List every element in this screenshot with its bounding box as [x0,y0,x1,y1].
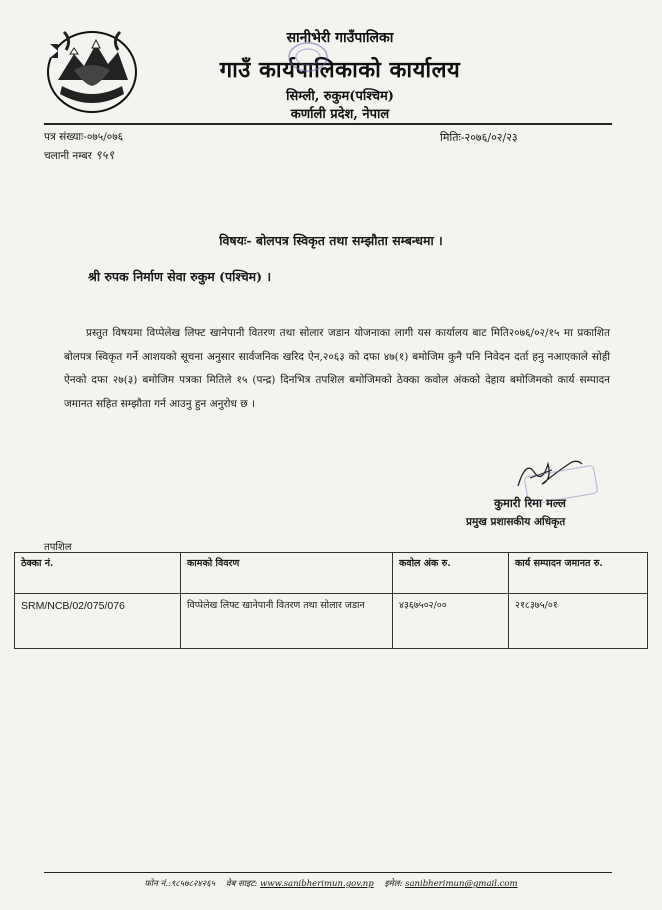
office-stamp-icon [286,40,330,74]
dispatch-number [44,146,123,162]
email-link[interactable]: sanibherimun@gmail.com [405,879,518,889]
cell-bid-amount: ४३६७५०२/०० [393,594,509,649]
cell-performance-security: २१८३७५/०१ [509,594,648,649]
website-link[interactable]: www.sanibherimun.gov.np [260,879,374,889]
letter-subject: विषयः- बोलपत्र स्विकृत तथा सम्झौता सम्बन्धमा । [219,233,443,248]
signatory-title: प्रमुख प्रशासकीय अधिकृत [466,516,566,528]
col-performance-security: कार्य सम्पादन जमानत रु. [509,553,648,594]
contract-table [14,552,648,649]
phone-number: ९८५७८२४२६५ [170,879,216,889]
col-contract-no: ठेक्का नं. [15,553,181,594]
signatory-name: कुमारी रिमा मल्ल [494,496,566,510]
letter-body: प्रस्तुत विषयमा विप्पेलेख लिफ्ट खानेपानी वितरण तथा सोलार जडान योजनाका लागी यस कार्यालय बाट मिति२०७६/०२/१५ मा प्रकाशित बोलपत्र स्विकृत गर्ने आशयको सूचना अनुसार सार्वजनिक खरिद ऐन,२०६३ को दफा ४७(१) बमोजिम कुनै पनि निवेदन दर्ता हनु नआएकाले सोही ऐनको दफा २७(३) बमोजिम पत्रका मितिले १५ (पन्द्र) दिनभित्र तपशिल बमोजिमको ठेक्का कवोल अंकको देहाय बमोजिमको कार्य सम्पादन जमानत सहित सम्झौता गर्न आउनु हुन अनुरोध छ । [64,327,610,410]
letter-number: पत्र संख्याः-०७५/०७६ [44,131,124,143]
letter-date: मितिः-२०७६/०२/२३ [440,131,518,144]
phone-label: फोन नं.: [144,879,171,889]
header-divider [44,123,612,125]
footer [0,878,662,889]
letter-recipient: श्री रुपक निर्माण सेवा रुकुम (पश्चिम) । [88,269,272,284]
office-address: सिम्ली, रुकुम(पश्चिम) [286,89,394,104]
dispatch-label: चलानी नम्बर [44,150,92,162]
email-label: इमेल: [384,879,403,889]
website-label: वेब साइट: [225,879,258,889]
col-bid-amount: कवोल अंक रु. [393,553,509,594]
province-name: कर्णाली प्रदेश, नेपाल [290,107,390,122]
letter-reference [44,130,123,162]
table-row [15,594,648,649]
cell-description: विप्पेलेख लिफ्ट खानेपानी वितरण तथा सोलार जडान [181,594,393,649]
col-description: कामको विवरण [181,553,393,594]
cell-contract-no: SRM/NCB/02/075/076 [15,594,181,649]
office-name: गाउँ कार्यपालिकाको कार्यालय [219,57,461,83]
annex-label: तपशिल [44,542,72,553]
footer-divider [44,872,612,873]
table-header-row [15,553,648,594]
dispatch-value: ९५९ [95,148,114,162]
nepal-emblem-icon [44,24,140,116]
municipality-name: सानीभेरी गाउँपालिका [286,30,394,46]
